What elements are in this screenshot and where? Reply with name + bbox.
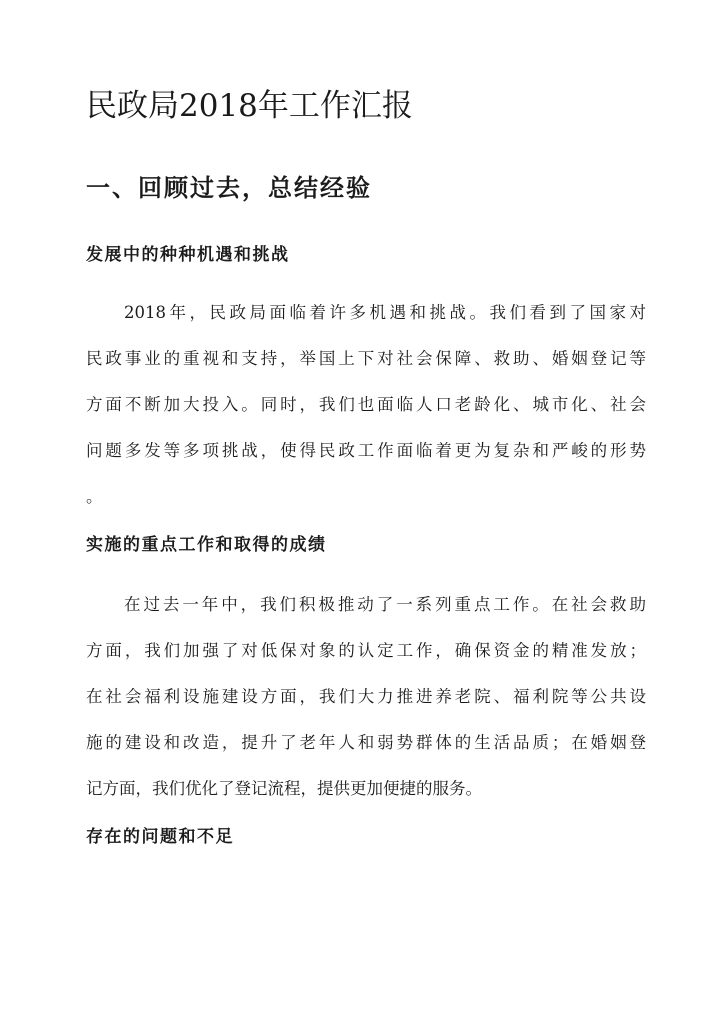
document-title: 民政局2018年工作汇报 [86,88,413,124]
subsection-heading-achievements: 实施的重点工作和取得的成绩 [86,535,327,555]
paragraph-line: 在过去一年中，我们积极推动了一系列重点工作。在社会救助 [124,595,646,614]
paragraph-opportunities [86,290,646,520]
paragraph-line: 。 [86,487,103,506]
paragraph-line: 2018年，民政局面临着许多机遇和挑战。我们看到了国家对 [124,303,646,322]
paragraph-line: 民政事业的重视和支持，举国上下对社会保障、救助、婚姻登记等 [86,349,646,368]
paragraph-line: 施的建设和改造，提升了老年人和弱势群体的生活品质；在婚姻登 [86,733,646,752]
paragraph-line: 问题多发等多项挑战，使得民政工作面临着更为复杂和严峻的形势 [86,441,646,460]
paragraph-line: 方面不断加大投入。同时，我们也面临人口老龄化、城市化、社会 [86,395,646,414]
subsection-heading-opportunities: 发展中的种种机遇和挑战 [86,245,290,265]
paragraph-line: 记方面，我们优化了登记流程，提供更加便捷的服务。 [86,779,482,798]
paragraph-line: 方面，我们加强了对低保对象的认定工作，确保资金的精准发放； [86,641,646,660]
paragraph-achievements [86,582,646,812]
section-heading: 一、回顾过去，总结经验 [86,173,372,202]
subsection-heading-problems: 存在的问题和不足 [86,827,234,847]
paragraph-line: 在社会福利设施建设方面，我们大力推进养老院、福利院等公共设 [86,687,646,706]
